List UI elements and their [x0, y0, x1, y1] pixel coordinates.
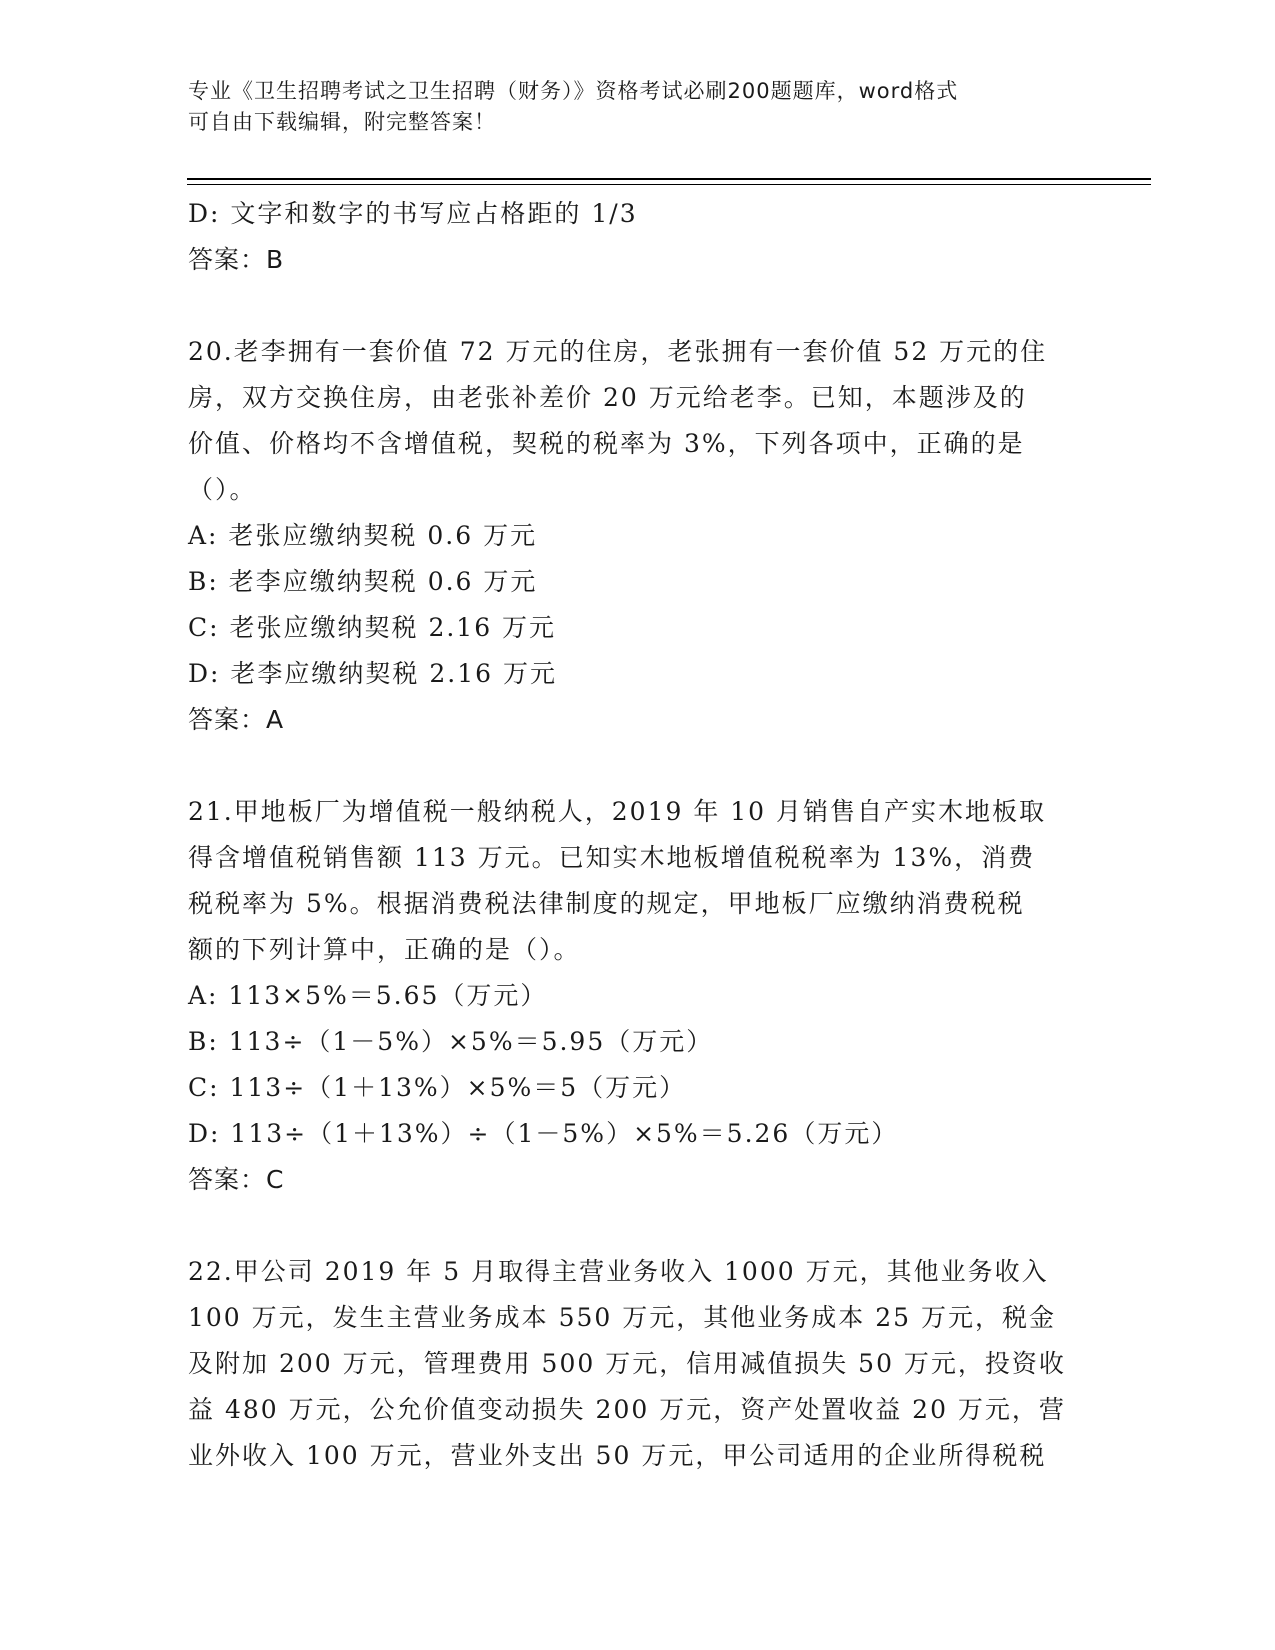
text-line: （）。 — [188, 475, 257, 504]
document-header — [188, 76, 1088, 138]
text-line: A: 老张应缴纳契税 0.6 万元 — [188, 521, 538, 550]
text-line: D: 老李应缴纳契税 2.16 万元 — [188, 659, 557, 688]
header-divider-thin — [187, 184, 1151, 185]
text-line: C: 113÷（1＋13%）×5%＝5（万元） — [188, 1073, 687, 1102]
paragraph-gap — [188, 743, 1088, 789]
text-line: 税税率为 5%。根据消费税法律制度的规定，甲地板厂应缴纳消费税税 — [188, 889, 1025, 918]
text-line: 20.老李拥有一套价值 72 万元的住房，老张拥有一套价值 52 万元的住 — [188, 337, 1048, 366]
paragraph-gap — [188, 1203, 1088, 1249]
header-line-2: 可自由下载编辑，附完整答案！ — [188, 110, 496, 134]
text-line: 22.甲公司 2019 年 5 月取得主营业务收入 1000 万元，其他业务收入 — [188, 1257, 1049, 1286]
text-line: D: 文字和数字的书写应占格距的 1/3 — [188, 199, 638, 228]
answer-line: 答案：B — [188, 245, 285, 274]
paragraph-gap — [188, 283, 1088, 329]
text-line: 价值、价格均不含增值税，契税的税率为 3%，下列各项中，正确的是 — [188, 429, 1025, 458]
answer-line: 答案：A — [188, 705, 285, 734]
text-line: D: 113÷（1＋13%）÷（1－5%）×5%＝5.26（万元） — [188, 1119, 899, 1148]
text-line: 100 万元，发生主营业务成本 550 万元，其他业务成本 25 万元，税金 — [188, 1303, 1056, 1332]
text-line: 益 480 万元，公允价值变动损失 200 万元，资产处置收益 20 万元，营 — [188, 1395, 1066, 1424]
text-line: A: 113×5%＝5.65（万元） — [188, 981, 548, 1010]
text-line: 及附加 200 万元，管理费用 500 万元，信用减值损失 50 万元，投资收 — [188, 1349, 1066, 1378]
text-line: 房，双方交换住房，由老张补差价 20 万元给老李。已知，本题涉及的 — [188, 383, 1027, 412]
header-divider-thick — [187, 178, 1151, 180]
text-line: 21.甲地板厂为增值税一般纳税人，2019 年 10 月销售自产实木地板取 — [188, 797, 1047, 826]
answer-line: 答案：C — [188, 1165, 285, 1194]
header-line-1: 专业《卫生招聘考试之卫生招聘（财务）》资格考试必刷200题题库，word格式 — [188, 79, 959, 103]
document-body — [188, 191, 1088, 1479]
text-line: B: 113÷（1－5%）×5%＝5.95（万元） — [188, 1027, 714, 1056]
text-line: 得含增值税销售额 113 万元。已知实木地板增值税税率为 13%，消费 — [188, 843, 1036, 872]
text-line: C: 老张应缴纳契税 2.16 万元 — [188, 613, 557, 642]
text-line: 额的下列计算中，正确的是（）。 — [188, 935, 581, 964]
text-line: 业外收入 100 万元，营业外支出 50 万元，甲公司适用的企业所得税税 — [188, 1441, 1047, 1470]
text-line: B: 老李应缴纳契税 0.6 万元 — [188, 567, 538, 596]
